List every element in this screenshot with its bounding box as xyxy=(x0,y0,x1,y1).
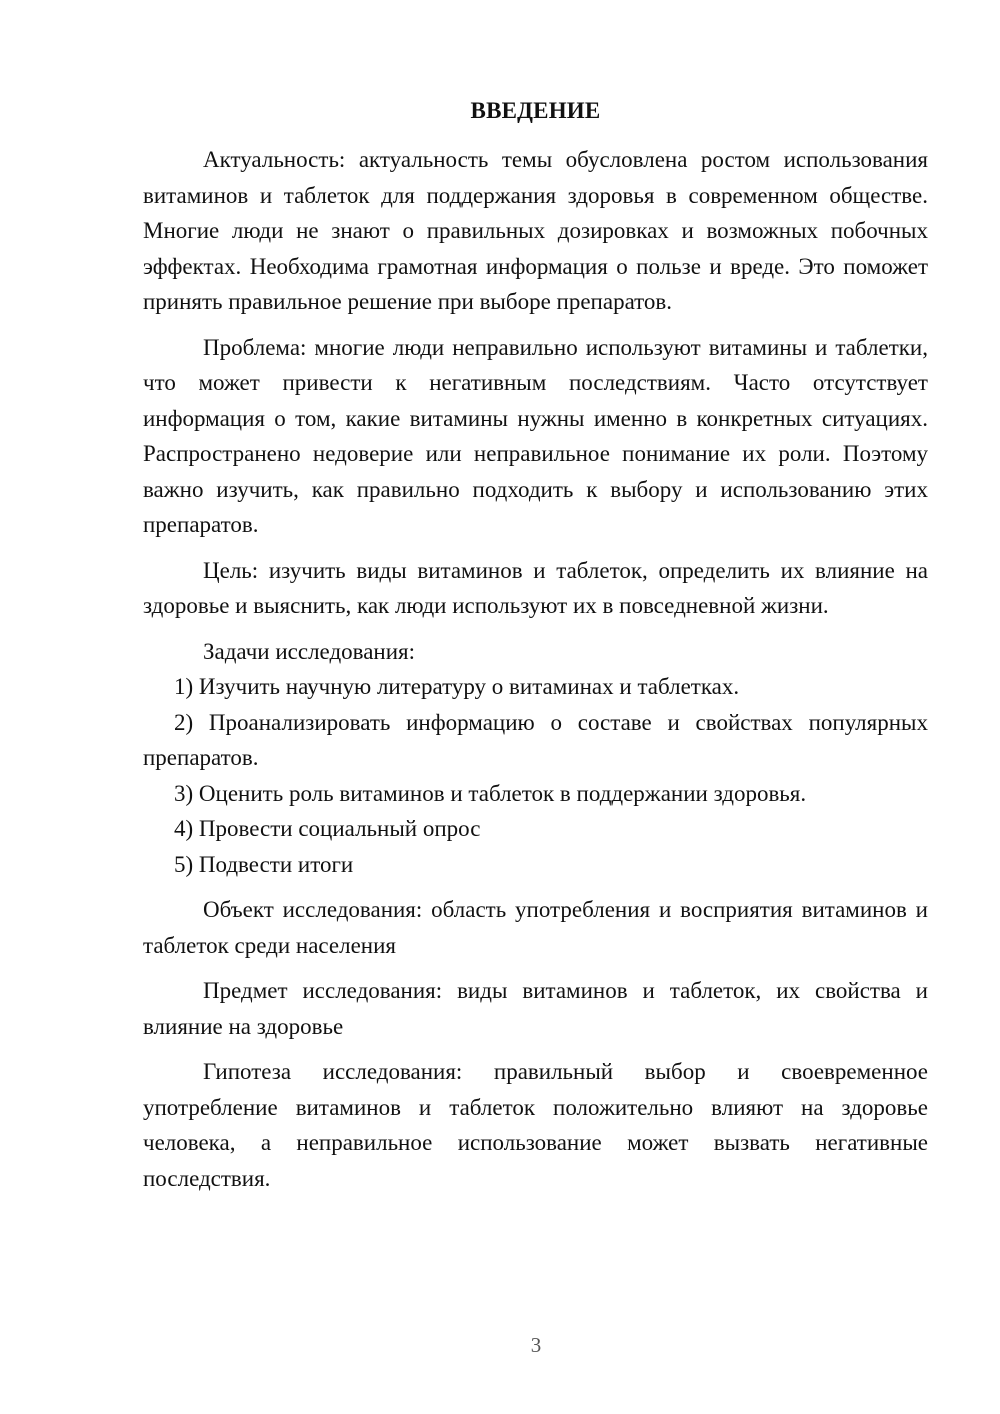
paragraph-goal: Цель: изучить виды витаминов и таблеток, определить их влияние на здоровье и выяснить, как люди используют их в повседневной жизни. xyxy=(143,557,928,618)
tasks-title: Задачи исследования: xyxy=(203,638,416,664)
paragraph-problem: Проблема: многие люди неправильно используют витамины и таблетки, что может привести к негативным последствиям. Часто отсутствует информация о том, какие витамины нужны именно в конкретных ситуациях. Распространено недоверие или неправильное понимание их роли. Поэтому важно изучить, как правильно подходить к выбору и использованию этих препаратов. xyxy=(143,334,928,537)
task-item-3: 3) Оценить роль витаминов и таблеток в поддержании здоровья. xyxy=(174,780,807,806)
paragraph-relevance: Актуальность: актуальность темы обусловлена ростом использования витаминов и таблеток для поддержания здоровья в современном обществе. Многие люди не знают о правильных дозировках и возможных побочных эффектах. Необходима грамотная информация о пользе и вреде. Это поможет принять правильное решение при выборе препаратов. xyxy=(143,147,928,314)
paragraph-object: Объект исследования: область употребления и восприятия витаминов и таблеток среди населения xyxy=(143,897,928,958)
paragraph-hypothesis: Гипотеза исследования: правильный выбор и своевременное употребление витаминов и таблеток положительно влияют на здоровье человека, а неправильное использование может вызвать негативные последствия. xyxy=(143,1059,928,1191)
task-item-2: 2) Проанализировать информацию о составе и свойствах популярных препаратов. xyxy=(143,709,928,770)
paragraph-subject: Предмет исследования: виды витаминов и таблеток, их свойства и влияние на здоровье xyxy=(143,978,928,1039)
task-item-1: 1) Изучить научную литературу о витаминах и таблетках. xyxy=(174,674,740,699)
section-heading: ВВЕДЕНИЕ xyxy=(470,98,601,123)
task-item-4: 4) Провести социальный опрос xyxy=(174,816,481,841)
page-number: 3 xyxy=(530,1333,542,1357)
task-item-5: 5) Подвести итоги xyxy=(174,851,354,877)
page-content xyxy=(143,93,928,1196)
